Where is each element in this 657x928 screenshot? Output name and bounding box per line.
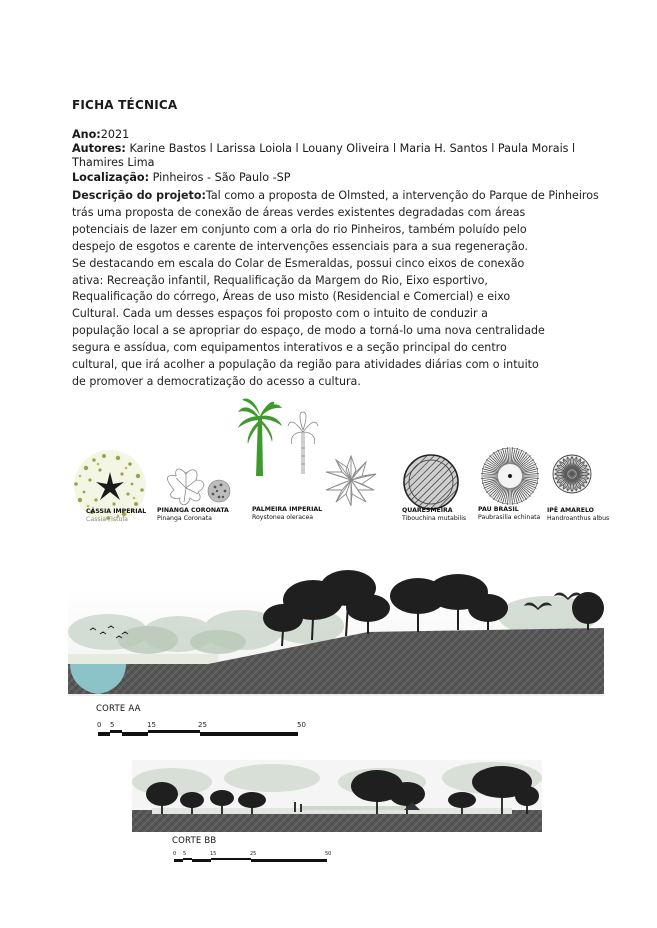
pinanga-coronata-icon	[167, 469, 203, 505]
quaresmeira-icon	[404, 455, 458, 509]
species-name: PINANGA CORONATA	[157, 507, 229, 514]
section-bb-title: CORTE BB	[172, 836, 217, 846]
pau-brasil-trunk	[508, 474, 512, 478]
species-sci: Cassia Fistula	[86, 515, 128, 523]
description-line: cultural, que irá acolher a população da região para atividades diárias com o intuito	[72, 358, 539, 372]
section-bb-drawing	[132, 760, 542, 832]
species-sci: Paubrasilia echinata	[478, 513, 541, 521]
ipe-amarelo-icon	[553, 455, 591, 493]
species-sci: Handroanthus albus	[547, 514, 610, 522]
scale-tick-label: 15	[147, 721, 156, 729]
description-line: despejo de esgotos e carente de intervenções essenciais para a sua regeneração.	[72, 239, 529, 253]
description-line: potenciais de lazer em conjunto com a orla do rio Pinheiros, também poluído pelo	[72, 222, 527, 236]
description-line: segura e assídua, com equipamentos interativos e a seção principal do centro	[72, 341, 507, 355]
scale-tick-label: 0	[97, 721, 102, 729]
location-value: Pinheiros - São Paulo -SP	[149, 171, 291, 184]
description-line: ativa: Recreação infantil, Requalificação da Margem do Rio, Eixo esportivo,	[72, 273, 488, 287]
year-label: Ano:	[72, 128, 101, 141]
species-name: IPÊ AMARELO	[547, 507, 594, 514]
authors-line	[72, 142, 602, 170]
scale-tick-label: 5	[110, 721, 115, 729]
authors-label: Autores:	[72, 142, 126, 155]
species-sci: Pinanga Coronata	[157, 514, 212, 522]
scale-tick-label: 50	[297, 721, 306, 729]
scale-tick-label: 25	[250, 851, 257, 857]
species-sci: Roystonea oleracea	[252, 513, 314, 521]
scale-tick-label: 0	[173, 851, 177, 857]
year-line	[72, 128, 602, 142]
species-name: PALMEIRA IMPERIAL	[252, 506, 323, 513]
scale-tick-label: 15	[210, 851, 217, 857]
palmeira-imperial-icon	[238, 399, 282, 476]
section-bb-scale-bar	[172, 848, 337, 864]
pau-brasil-icon	[481, 447, 539, 505]
page-title: FICHA TÉCNICA	[72, 98, 178, 112]
scale-tick-label: 5	[183, 851, 187, 857]
description-line: Requalificação do córrego, Áreas de uso misto (Residencial e Comercial) e eixo	[72, 290, 511, 304]
section-aa-title: CORTE AA	[96, 704, 141, 714]
description-line: de promover a democratização do acesso a cultura.	[72, 374, 361, 388]
year-value: 2021	[100, 128, 130, 141]
project-description	[72, 188, 602, 391]
description-line: trás uma proposta de conexão de áreas verdes existentes degradadas com áreas	[72, 205, 526, 219]
location-label: Localização:	[72, 171, 150, 184]
palm-plan-icon	[326, 456, 376, 506]
description-label: Descrição do projeto:	[72, 189, 206, 202]
authors-value: Karine Bastos l Larissa Loiola l Louany Oliveira l Maria H. Santos l Paula Morais l	[125, 142, 576, 155]
scale-tick-label: 50	[325, 851, 332, 857]
species-label	[402, 507, 466, 522]
location-line	[72, 171, 602, 185]
species-sci: Tibouchina mutabilis	[402, 514, 467, 522]
description-line: Cultural. Cada um desses espaços foi proposto com o intuito de conduzir a	[72, 307, 488, 321]
palm-elevation-grey-icon	[288, 412, 318, 474]
species-label	[478, 506, 540, 521]
section-aa-scale-bar	[96, 716, 306, 740]
species-label	[157, 507, 229, 522]
species-label	[86, 508, 146, 523]
authors-value-cont: Thamires Lima	[72, 156, 155, 169]
section-aa-drawing	[68, 568, 604, 696]
species-name: PAU BRASIL	[478, 506, 519, 513]
scale-tick-label: 25	[198, 721, 207, 729]
description-line: Se destacando em escala do Colar de Esmeraldas, possui cinco eixos de conexão	[72, 256, 525, 270]
species-name: QUARESMEIRA	[402, 507, 453, 514]
description-line: população local a se apropriar do espaço, de modo a torná-lo uma nova centralidade	[72, 324, 545, 338]
species-label	[547, 507, 609, 522]
description-line: Tal como a proposta de Olmsted, a intervenção do Parque de Pinheiros	[205, 189, 599, 202]
species-name: CÁSSIA IMPERIAL	[86, 508, 147, 515]
species-label	[252, 506, 322, 521]
pinanga-plan-icon	[208, 480, 230, 502]
